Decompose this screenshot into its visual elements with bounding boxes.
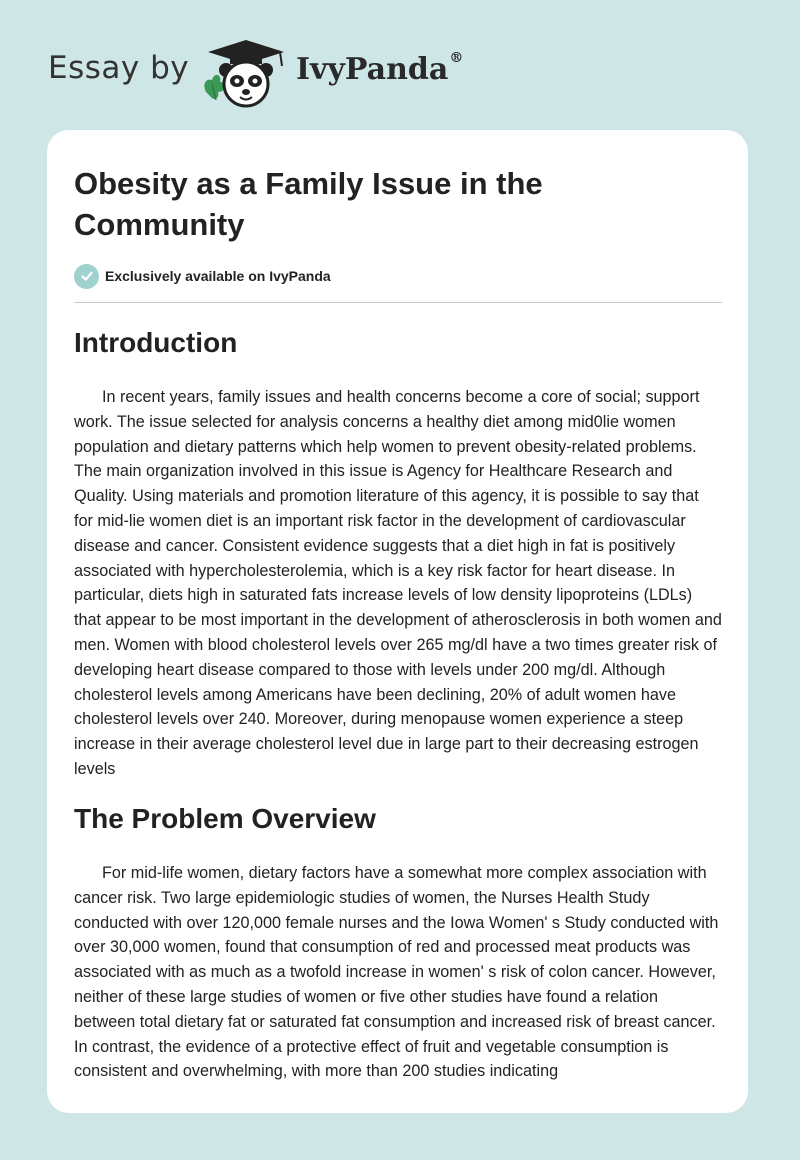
exclusive-label: Exclusively available on IvyPanda	[105, 268, 331, 284]
check-icon	[74, 264, 99, 289]
divider	[74, 302, 722, 303]
site-header	[0, 0, 800, 130]
panda-head-icon	[219, 62, 273, 106]
section-paragraph: For mid-life women, dietary factors have a somewhat more complex association with cancer risk. Two large epidemiologic studies of women, the Nurses Health Study conducted with over 120,000 female nurses and the Iowa Women' s Study conducted with over 30,000 women, found that consumption of red and processed meat products was associated with as much as a twofold increase in women' s risk of colon cancer. However, neither of these large studies of women or five other studies have found a relation between total dietary fat or saturated fat consumption and increased risk of breast cancer. In contrast, the evidence of a protective effect of fruit and vegetable consumption is consistent and overwhelming, with more than 200 studies indicating	[74, 864, 719, 1081]
essay-by-label: Essay by	[48, 50, 190, 86]
section-paragraph: In recent years, family issues and health concerns become a core of social; support work. The issue selected for analysis concerns a healthy diet among mid0lie women population and dietary patterns which help women to prevent obesity-related problems. The main organization involved in this issue is Agency for Healthcare Research and Quality. Using materials and promotion literature of this agency, it is possible to say that for mid-lie women diet is an important risk factor in the development of cardiovascular disease and cancer. Consistent evidence suggests that a diet high in fat is positively associated with hypercholesterolemia, which is a key risk factor for heart disease. In particular, diets high in saturated fats increase levels of low density lipoproteins (LDLs) that appear to be most important in the development of atherosclerosis in both women and men. Women with blood cholesterol levels over 265 mg/dl have a two times greater risk of developing heart disease compared to those with levels under 200 mg/dl. Although cholesterol levels among Americans have been declining, 20% of adult women have cholesterol levels over 240. Moreover, during menopause women experience a steep increase in their average cholesterol level due in large part to their decreasing estrogen levels	[74, 388, 722, 778]
panda-logo-icon[interactable]	[200, 36, 292, 108]
essay-card	[47, 130, 748, 1113]
brand-name[interactable]: IvyPanda®	[296, 50, 464, 87]
page-title: Obesity as a Family Issue in the Community	[74, 166, 543, 242]
section-heading: The Problem Overview	[74, 803, 376, 834]
ivy-leaf-icon	[204, 75, 225, 100]
section-heading: Introduction	[74, 327, 238, 358]
exclusive-badge	[74, 263, 331, 289]
